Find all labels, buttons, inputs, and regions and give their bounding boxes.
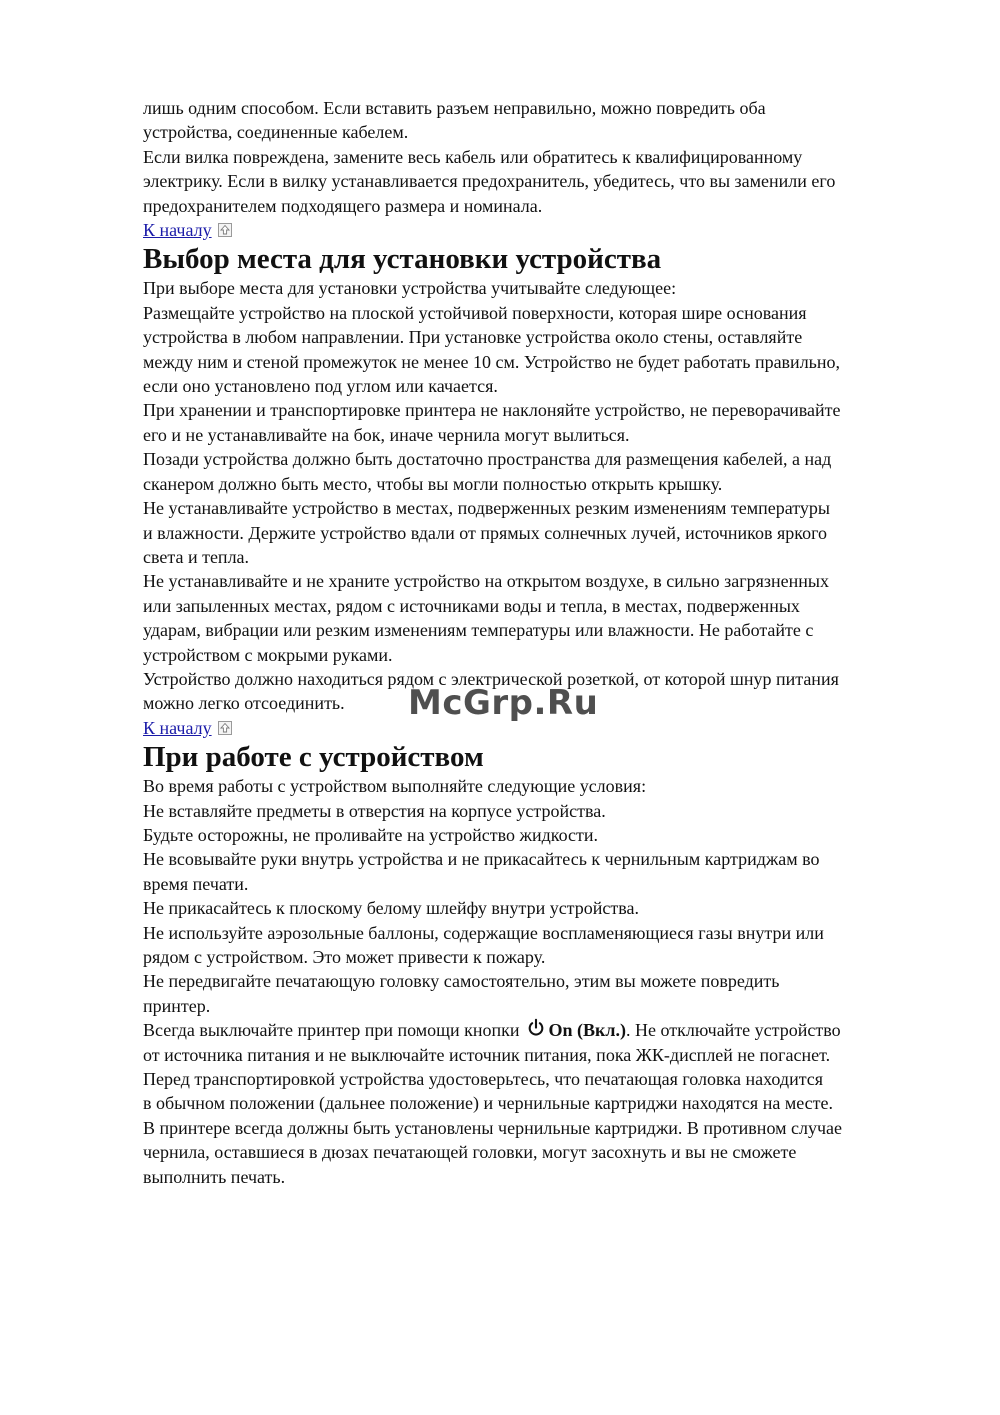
power-instruction-line — [143, 1018, 943, 1042]
text-line: электрику. Если в вилку устанавливается предохранитель, убедитесь, что вы заменили его — [143, 171, 836, 192]
text-line: и влажности. Держите устройство вдали от прямых солнечных лучей, источников яркого — [143, 522, 828, 543]
text-line: Будьте осторожны, не проливайте на устройство жидкости. — [143, 824, 599, 845]
text-line: чернила, оставшиеся в дюзах печатающей головки, могут засохнуть и вы не сможете — [143, 1142, 797, 1163]
power-line-prefix: Всегда выключайте принтер при помощи кнопки — [143, 1020, 520, 1041]
text-line: Не устанавливайте и не храните устройство на открытом воздухе, в сильно загрязненных — [143, 571, 830, 592]
text-line: Не устанавливайте устройство в местах, подверженных резким изменениям температуры — [143, 498, 830, 519]
intro-text — [143, 96, 943, 218]
text-line: Если вилка повреждена, замените весь кабель или обратитесь к квалифицированному — [143, 146, 803, 167]
section-title-placement: Выбор места для установки устройства — [143, 243, 662, 276]
text-line: от источника питания и не выключайте источник питания, пока ЖК-дисплей не погаснет. — [143, 1044, 831, 1065]
text-line: лишь одним способом. Если вставить разъем неправильно, можно повредить оба — [143, 98, 766, 118]
text-line: если оно установлено под углом или качается. — [143, 376, 498, 397]
text-line: в обычном положении (дальнее положение) и чернильные картриджи находятся на месте. — [143, 1093, 833, 1114]
back-to-top-link[interactable]: К началу — [143, 717, 212, 738]
text-line: При выборе места для установки устройства учитывайте следующее: — [143, 278, 677, 299]
power-line-suffix: . Не отключайте устройство — [626, 1020, 841, 1041]
text-line: Устройство должно находиться рядом с электрической розеткой, от которой шнур питания — [143, 668, 839, 689]
text-line: или запыленных местах, рядом с источниками воды и тепла, в местах, подверженных — [143, 595, 800, 616]
text-line: Не вставляйте предметы в отверстия на корпусе устройства. — [143, 800, 606, 821]
text-line: его и не устанавливайте на бок, иначе чернила могут вылиться. — [143, 424, 630, 445]
text-line: В принтере всегда должны быть установлены чернильные картриджи. В противном случае — [143, 1117, 842, 1138]
text-line: света и тепла. — [143, 546, 250, 567]
back-to-top-2[interactable] — [143, 716, 232, 740]
text-line: устройством с мокрыми руками. — [143, 644, 393, 665]
text-line: время печати. — [143, 873, 249, 894]
text-line: принтер. — [143, 995, 211, 1016]
back-to-top-1[interactable] — [143, 218, 232, 242]
text-line: устройства в любом направлении. При установке устройства около стены, оставляйте — [143, 327, 803, 348]
text-line: Не всовывайте руки внутрь устройства и не прикасайтесь к чернильным картриджам во — [143, 849, 820, 870]
text-line: устройства, соединенные кабелем. — [143, 122, 409, 143]
text-line: выполнить печать. — [143, 1166, 286, 1187]
text-line: При хранении и транспортировке принтера не наклоняйте устройство, не переворачивайте — [143, 400, 841, 421]
text-line: между ним и стеной промежуток не менее 10 см. Устройство не будет работать правильно, — [143, 351, 841, 372]
text-line: Во время работы с устройством выполняйте следующие условия: — [143, 776, 647, 797]
text-line: рядом с устройством. Это может привести к пожару. — [143, 947, 546, 967]
section-title-operation: При работе с устройством — [143, 741, 484, 774]
text-line: Не передвигайте печатающую головку самостоятельно, этим вы можете повредить — [143, 971, 780, 992]
text-line: Не прикасайтесь к плоскому белому шлейфу внутри устройства. — [143, 898, 640, 919]
arrow-up-icon[interactable] — [218, 223, 232, 237]
text-line: Размещайте устройство на плоской устойчивой поверхности, которая шире основания — [143, 302, 807, 323]
text-line: Не используйте аэрозольные баллоны, содержащие воспламеняющиеся газы внутри или — [143, 922, 824, 943]
arrow-up-icon[interactable] — [218, 721, 232, 735]
text-line: Перед транспортировкой устройства удостоверьтесь, что печатающая головка находится — [143, 1069, 824, 1090]
section-operation-text — [143, 774, 943, 1189]
section-placement-text — [143, 276, 943, 715]
text-line: Позади устройства должно быть достаточно пространства для размещения кабелей, а над — [143, 449, 832, 470]
power-button-label: On (Вкл.) — [548, 1020, 627, 1041]
back-to-top-link[interactable]: К началу — [143, 220, 212, 241]
document-page — [143, 96, 943, 1189]
text-line: предохранителем подходящего размера и номинала. — [143, 195, 543, 216]
watermark: McGrp.Ru — [408, 683, 599, 723]
text-line: ударам, вибрации или резким изменениям температуры или влажности. Не работайте с — [143, 620, 814, 641]
power-icon — [526, 1018, 546, 1038]
text-line: сканером должно быть место, чтобы вы могли полностью открыть крышку. — [143, 473, 723, 494]
text-line: можно легко отсоединить. — [143, 693, 345, 714]
